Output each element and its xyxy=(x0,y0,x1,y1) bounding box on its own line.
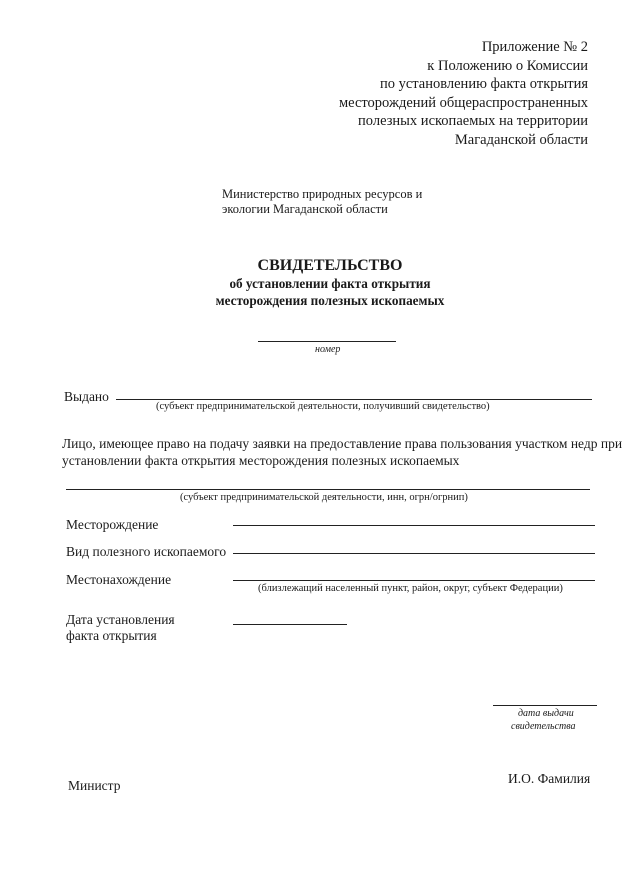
appendix-line: к Положению о Комиссии xyxy=(427,57,588,74)
signatory-position: Министр xyxy=(68,778,121,793)
certificate-subtitle: месторождения полезных ископаемых xyxy=(215,292,445,308)
ministry-line: Министерство природных ресурсов и xyxy=(222,187,423,201)
location-line xyxy=(233,580,595,581)
certificate-title-block xyxy=(160,256,500,309)
issue-date-caption: свидетельства xyxy=(511,721,576,732)
location-label: Местонахождение xyxy=(66,572,172,587)
number-line xyxy=(258,341,396,342)
ministry-name xyxy=(222,187,422,217)
appendix-line: Магаданской области xyxy=(454,131,588,148)
date-label-line: Дата установления xyxy=(66,612,175,627)
appendix-line: Приложение № 2 xyxy=(481,39,588,55)
issued-line xyxy=(116,399,592,400)
mineral-type-line xyxy=(233,553,595,554)
appendix-header xyxy=(339,38,588,150)
deposit-label: Месторождение xyxy=(66,517,159,532)
signatory-name: И.О. Фамилия xyxy=(508,771,591,786)
date-label-line: факта открытия xyxy=(66,628,157,643)
date-line xyxy=(233,624,347,625)
appendix-line: полезных ископаемых на территории xyxy=(358,113,588,130)
appendix-line: по установлению факта открытия xyxy=(379,76,588,93)
issue-date-line xyxy=(493,705,597,706)
person-text-line: установлении факта открытия месторождения полезных ископаемых xyxy=(62,453,460,468)
certificate-title: СВИДЕТЕЛЬСТВО xyxy=(257,257,403,274)
number-caption: номер xyxy=(315,344,341,355)
issued-label: Выдано xyxy=(64,389,109,404)
appendix-line: месторождений общераспространенных xyxy=(339,94,588,111)
deposit-line xyxy=(233,525,595,526)
ministry-line: экологии Магаданской области xyxy=(222,202,388,216)
issued-caption: (субъект предпринимательской деятельности, получивший свидетельство) xyxy=(156,401,490,412)
person-text-line: Лицо, имеющее право на подачу заявки на предоставление права пользования участком недр при xyxy=(62,436,623,451)
person-line xyxy=(66,489,590,490)
person-caption: (субъект предпринимательской деятельности, инн, огрн/огрнип) xyxy=(180,492,468,503)
mineral-type-label: Вид полезного ископаемого xyxy=(66,544,227,559)
issue-date-caption: дата выдачи xyxy=(518,708,574,719)
location-caption: (близлежащий населенный пункт, район, округ, субъект Федерации) xyxy=(258,583,563,594)
certificate-subtitle: об установлении факта открытия xyxy=(229,276,431,291)
